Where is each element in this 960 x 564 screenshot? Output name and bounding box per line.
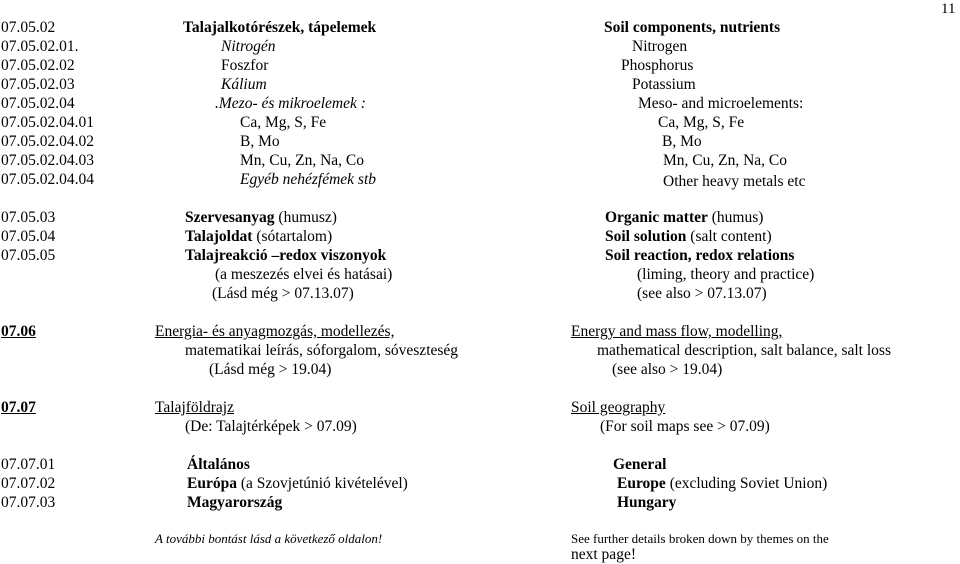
item-en: Ca, Mg, S, Fe — [658, 114, 745, 131]
item-en: Potassium — [632, 76, 696, 93]
section-code: 07.07.02 — [1, 475, 56, 492]
section-code: 07.05.02.04.04 — [1, 171, 94, 188]
section-code: 07.05.02.03 — [1, 76, 75, 93]
item-en: Europe (excluding Soviet Union) — [617, 475, 828, 492]
footer-note-en: See further details broken down by themes on the — [571, 531, 829, 546]
item-hu: .Mezo- és mikroelemek : — [215, 95, 366, 112]
item-en: B, Mo — [662, 133, 702, 150]
item-hu: Ca, Mg, S, Fe — [240, 114, 327, 131]
section-code: 07.07.03 — [1, 494, 56, 511]
item-note-en: (liming, theory and practice) — [637, 266, 815, 283]
section-code: 07.05.03 — [1, 209, 56, 226]
cross-reference-hu: (De: Talajtérképek > 07.09) — [185, 418, 357, 435]
cross-reference-hu: (Lásd még > 07.13.07) — [212, 285, 354, 302]
cross-reference-en: (see also > 07.13.07) — [637, 285, 767, 302]
section-title-hu: Talajalkotórészek, tápelemek — [183, 19, 377, 36]
cross-reference-hu: (Lásd még > 19.04) — [209, 361, 332, 378]
cross-reference-en: (For soil maps see > 07.09) — [600, 418, 770, 435]
section-code: 07.05.02.04.03 — [1, 152, 94, 169]
section-title-en: Energy and mass flow, modelling, — [571, 323, 783, 340]
item-en: Other heavy metals etc — [663, 173, 806, 190]
item-hu: Európa (a Szovjetúnió kivételével) — [187, 475, 408, 492]
section-title-en: Soil geography — [571, 399, 666, 416]
section-title-hu: Energia- és anyagmozgás, modellezés, — [155, 323, 395, 340]
item-hu: Szervesanyag (humusz) — [185, 209, 337, 226]
page-number: 11 — [941, 1, 956, 17]
section-title-en: Soil components, nutrients — [604, 19, 781, 36]
footer-note-en-line2: next page! — [571, 546, 636, 563]
item-hu: Magyarország — [187, 494, 283, 511]
item-hu: Kálium — [221, 76, 267, 93]
item-hu: Talajreakció –redox viszonyok — [185, 247, 387, 264]
item-hu: Mn, Cu, Zn, Na, Co — [240, 152, 364, 169]
section-code: 07.05.02.01. — [1, 38, 79, 55]
item-en: Phosphorus — [621, 57, 694, 74]
section-code: 07.05.02.04 — [1, 95, 75, 112]
item-hu: Általános — [187, 456, 250, 473]
cross-reference-en: (see also > 19.04) — [612, 361, 723, 378]
item-hu: Nitrogén — [221, 38, 276, 55]
footer-note-hu: A további bontást lásd a következő oldalon! — [155, 531, 383, 546]
item-hu: Talajoldat (sótartalom) — [185, 228, 333, 245]
item-en: Mn, Cu, Zn, Na, Co — [663, 152, 787, 169]
item-hu: Foszfor — [221, 57, 269, 74]
section-code: 07.05.02.02 — [1, 57, 75, 74]
section-title-hu: Talajföldrajz — [155, 399, 234, 416]
item-en: Hungary — [617, 494, 677, 511]
section-code: 07.05.02.04.01 — [1, 114, 94, 131]
section-code: 07.05.02.04.02 — [1, 133, 94, 150]
section-code: 07.05.05 — [1, 247, 56, 264]
section-code: 07.06 — [1, 323, 36, 340]
item-hu: matematikai leírás, sóforgalom, sóveszteség — [185, 342, 459, 359]
item-en: mathematical description, salt balance, salt loss — [597, 342, 891, 359]
item-en: Meso- and microelements: — [638, 95, 804, 112]
section-code: 07.05.02 — [1, 19, 56, 36]
item-en: Nitrogen — [632, 38, 688, 55]
item-en: Soil reaction, redox relations — [605, 247, 795, 264]
item-en: General — [613, 456, 667, 473]
item-en: Organic matter (humus) — [605, 209, 764, 226]
section-code: 07.05.04 — [1, 228, 56, 245]
item-hu: B, Mo — [240, 133, 280, 150]
section-code: 07.07.01 — [1, 456, 56, 473]
item-en: Soil solution (salt content) — [605, 228, 772, 245]
item-hu: Egyéb nehézfémek stb — [240, 171, 376, 188]
section-code: 07.07 — [1, 399, 36, 416]
item-note-hu: (a meszezés elvei és hatásai) — [215, 266, 393, 283]
